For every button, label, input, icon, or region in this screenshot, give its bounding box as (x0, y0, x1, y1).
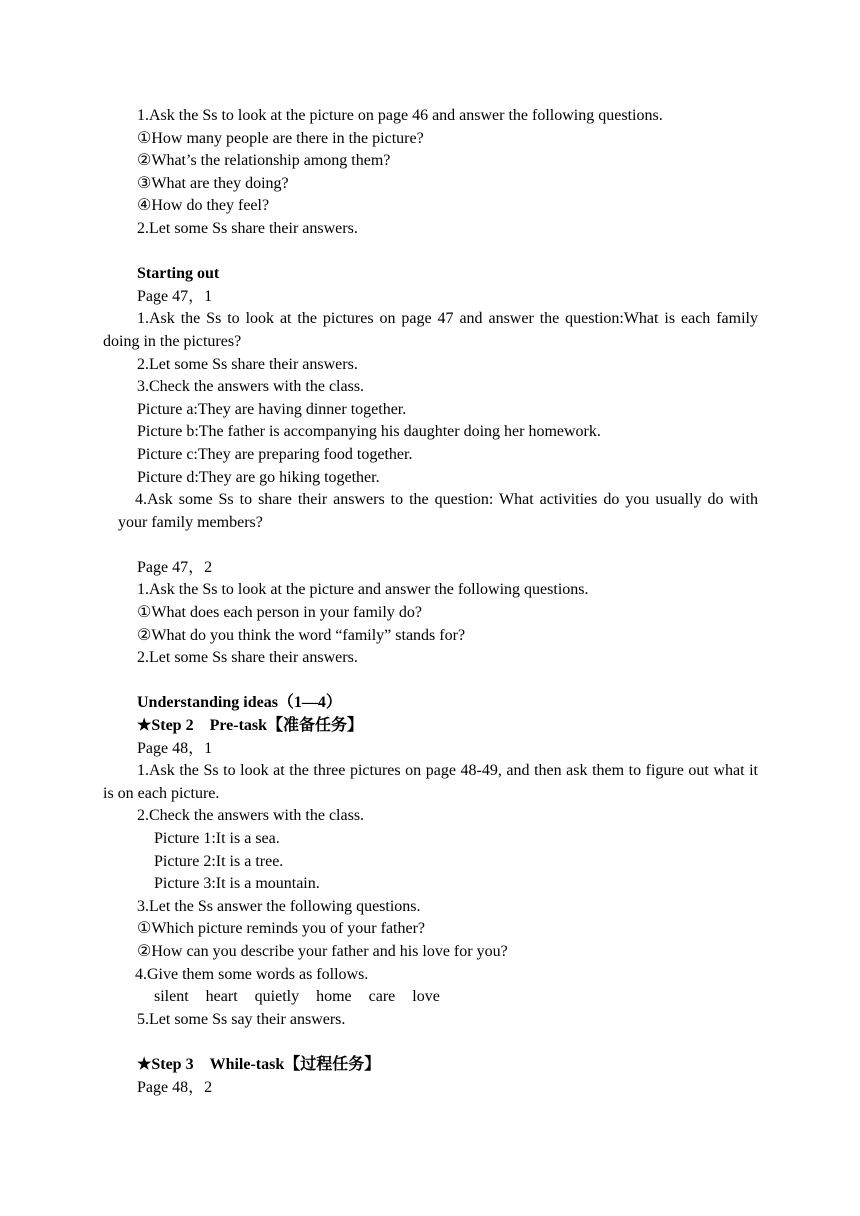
instruction-line: 1.Ask the Ss to look at the picture on page 46 and answer the following questions. (137, 107, 663, 124)
step-title: ★Step 3 While-task (137, 1055, 285, 1073)
page-reference: Page 48，1 (137, 739, 213, 757)
blank-line (103, 241, 758, 264)
page-reference: Page 47，2 (137, 558, 213, 576)
answer-line: Picture 1:It is a sea. (154, 830, 280, 847)
document-body (103, 105, 758, 1099)
section-heading-understanding-ideas: Understanding ideas（1—4） (137, 694, 342, 712)
page-reference: Page 47，1 (137, 287, 213, 305)
instruction-line: 5.Let some Ss say their answers. (137, 1010, 346, 1028)
instruction-line: 2.Let some Ss share their answers. (137, 219, 358, 237)
instruction-line: 1.Ask the Ss to look at the picture and answer the following questions. (137, 581, 589, 599)
instruction-paragraph: 1.Ask the Ss to look at the three pictures on page 48-49, and then ask them to figure out what it is on each picture. (103, 762, 758, 802)
instruction-paragraph: 1.Ask the Ss to look at the pictures on page 47 and answer the question:What is each family doing in the pictures? (103, 310, 758, 350)
word-item: care (368, 988, 396, 1006)
step-heading (103, 1054, 758, 1077)
step-heading (103, 715, 758, 738)
question-item: ④How do they feel? (137, 197, 270, 215)
question-item: ①Which picture reminds you of your father? (137, 920, 426, 938)
blank-line (103, 534, 758, 557)
answer-line: Picture a:They are having dinner together. (137, 400, 407, 418)
instruction-line: 2.Check the answers with the class. (137, 807, 365, 825)
answer-line: Picture c:They are preparing food together. (137, 445, 413, 463)
word-item: quietly (254, 988, 300, 1006)
instruction-line: 3.Let the Ss answer the following questions. (137, 897, 421, 915)
blank-line (103, 1031, 758, 1054)
answer-line: Picture 3:It is a mountain. (154, 875, 320, 893)
word-item: silent (154, 988, 189, 1006)
instruction-line: 2.Let some Ss share their answers. (137, 355, 358, 373)
question-item: ①How many people are there in the picture? (137, 129, 424, 147)
question-item: ②What’s the relationship among them? (137, 152, 391, 170)
step-title: ★Step 2 Pre-task (137, 717, 268, 735)
section-heading-starting-out: Starting out (137, 265, 220, 283)
question-item: ②What do you think the word “family” stands for? (137, 626, 466, 644)
word-item: love (412, 988, 440, 1006)
step-title-cn: 【准备任务】 (267, 717, 364, 735)
word-item: home (316, 988, 352, 1006)
instruction-line: 2.Let some Ss share their answers. (137, 649, 358, 667)
answer-line: Picture d:They are go hiking together. (137, 468, 380, 486)
question-item: ②How can you describe your father and his love for you? (137, 942, 508, 960)
word-item: heart (205, 988, 238, 1006)
step-title-cn: 【过程任务】 (284, 1055, 381, 1073)
instruction-paragraph: 4.Ask some Ss to share their answers to the question: What activities do you usually do with your family members? (118, 491, 758, 531)
instruction-line: 4.Give them some words as follows. (135, 965, 369, 983)
question-item: ①What does each person in your family do? (137, 604, 422, 622)
page-reference: Page 48，2 (137, 1078, 213, 1096)
answer-line: Picture b:The father is accompanying his daughter doing her homework. (137, 423, 601, 441)
question-item: ③What are they doing? (137, 174, 289, 192)
word-list (103, 986, 758, 1009)
instruction-line: 3.Check the answers with the class. (137, 378, 365, 396)
answer-line: Picture 2:It is a tree. (154, 852, 284, 870)
blank-line (103, 670, 758, 693)
